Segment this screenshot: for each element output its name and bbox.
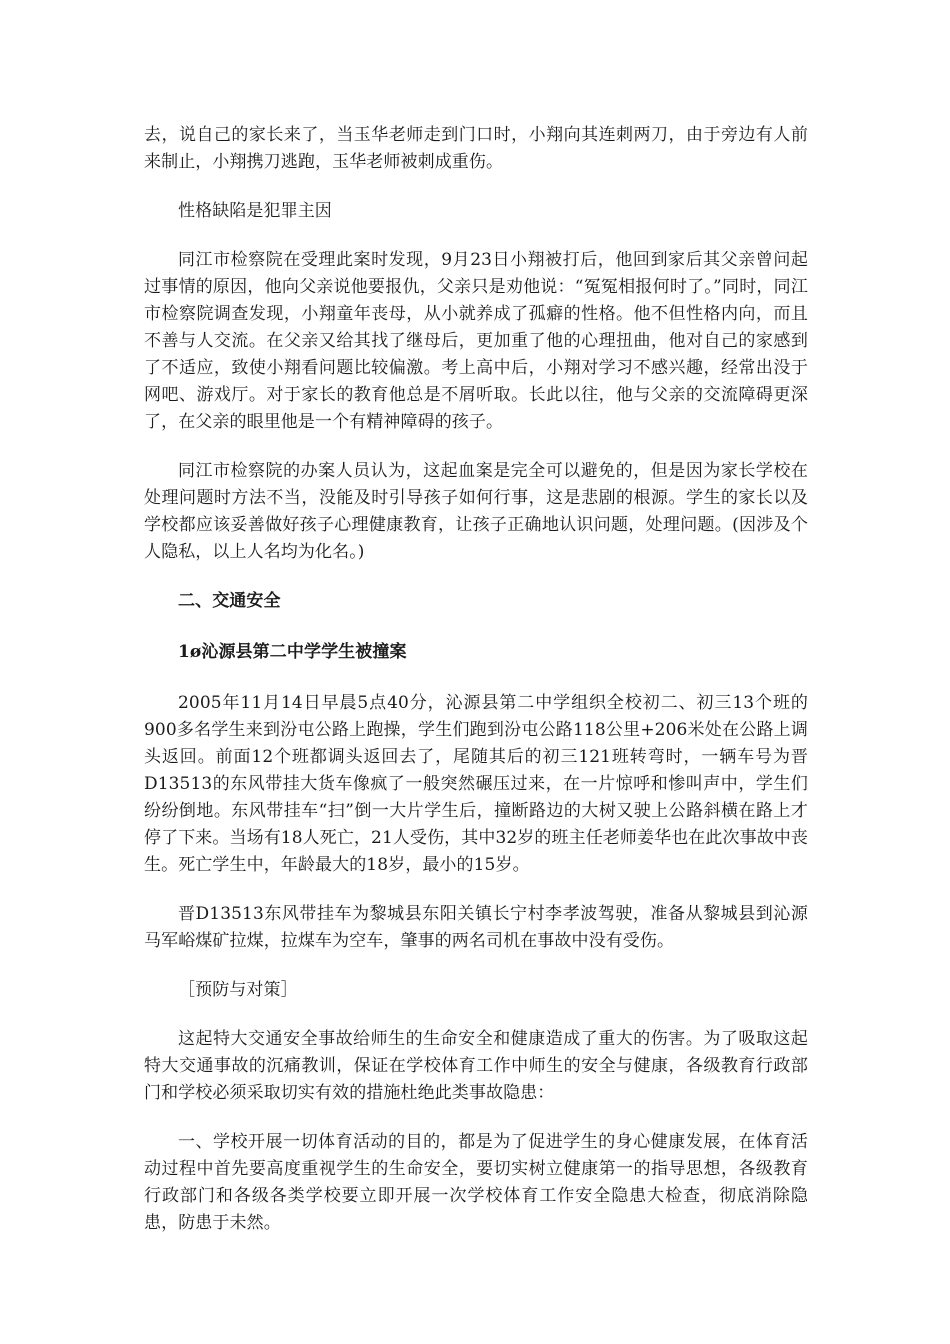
section-heading-traffic-safety: 二、交通安全 xyxy=(178,591,281,611)
section-heading-personality: 性格缺陷是犯罪主因 xyxy=(178,201,332,221)
paragraph-analysis: 同江市检察院的办案人员认为，这起血案是完全可以避免的，但是因为家长学校在处理问题时方法不当，没能及时引导孩子如何行事，这是悲剧的根源。学生的家长以及学校都应该妥善做好孩子心理健康教育，让孩子正确地认识问题，处理问题。(因涉及个人隐私，以上人名均为化名。) xyxy=(144,461,808,562)
paragraph-vehicle-info: 晋D13513东风带挂车为黎城县东阳关镇长宁村李孝波驾驶，准备从黎城县到沁源马军峪煤矿拉煤，拉煤车为空车，肇事的两名司机在事故中没有受伤。 xyxy=(144,904,808,951)
paragraph-case-description: 2005年11月14日早晨5点40分，沁源县第二中学组织全校初二、初三13个班的900多名学生来到汾屯公路上跑操，学生们跑到汾屯公路118公里+206米处在公路上调头返回。前面12个班都调头返回去了，尾随其后的初三121班转弯时，一辆车号为晋D13513的东风带挂大货车像疯了一般突然碾压过来，在一片惊呼和惨叫声中，学生们纷纷倒地。东风带挂车“扫”倒一大片学生后，撞断路边的大树又驶上公路斜横在路上才停了下来。当场有18人死亡，21人受伤，其中32岁的班主任老师姜华也在此次事故中丧生。死亡学生中，年龄最大的18岁，最小的15岁。 xyxy=(144,693,808,875)
paragraph-prevention-intro: 这起特大交通安全事故给师生的生命安全和健康造成了重大的伤害。为了吸取这起特大交通事故的沉痛教训，保证在学校体育工作中师生的安全与健康，各级教育行政部门和学校必须采取切实有效的措施杜绝此类事故隐患： xyxy=(144,1029,808,1103)
paragraph-investigation: 同江市检察院在受理此案时发现，9月23日小翔被打后，他回到家后其父亲曾问起过事情的原因，他向父亲说他要报仇，父亲只是劝他说：“冤冤相报何时了。”同时，同江市检察院调查发现，小翔童年丧母，从小就养成了孤癖的性格。他不但性格内向，而且不善与人交流。在父亲又给其找了继母后，更加重了他的心理扭曲，他对自己的家感到了不适应，致使小翔看问题比较偏激。考上高中后，小翔对学习不感兴趣，经常出没于网吧、游戏厅。对于家长的教育他总是不屑听取。长此以往，他与父亲的交流障碍更深了，在父亲的眼里他是一个有精神障碍的孩子。 xyxy=(144,250,808,432)
case-title: 1ø沁源县第二中学学生被撞案 xyxy=(178,642,407,662)
paragraph-continuation: 去，说自己的家长来了，当玉华老师走到门口时，小翔向其连刺两刀，由于旁边有人前来制止，小翔携刀逃跑，玉华老师被刺成重伤。 xyxy=(144,125,808,172)
document-body xyxy=(144,122,808,1259)
paragraph-measure-one: 一、学校开展一切体育活动的目的，都是为了促进学生的身心健康发展，在体育活动过程中首先要高度重视学生的生命安全，要切实树立健康第一的指导思想，各级教育行政部门和各级各类学校要立即开展一次学校体育工作安全隐患大检查，彻底消除隐患，防患于未然。 xyxy=(144,1132,808,1233)
section-heading-prevention: ［预防与对策］ xyxy=(178,980,298,1000)
